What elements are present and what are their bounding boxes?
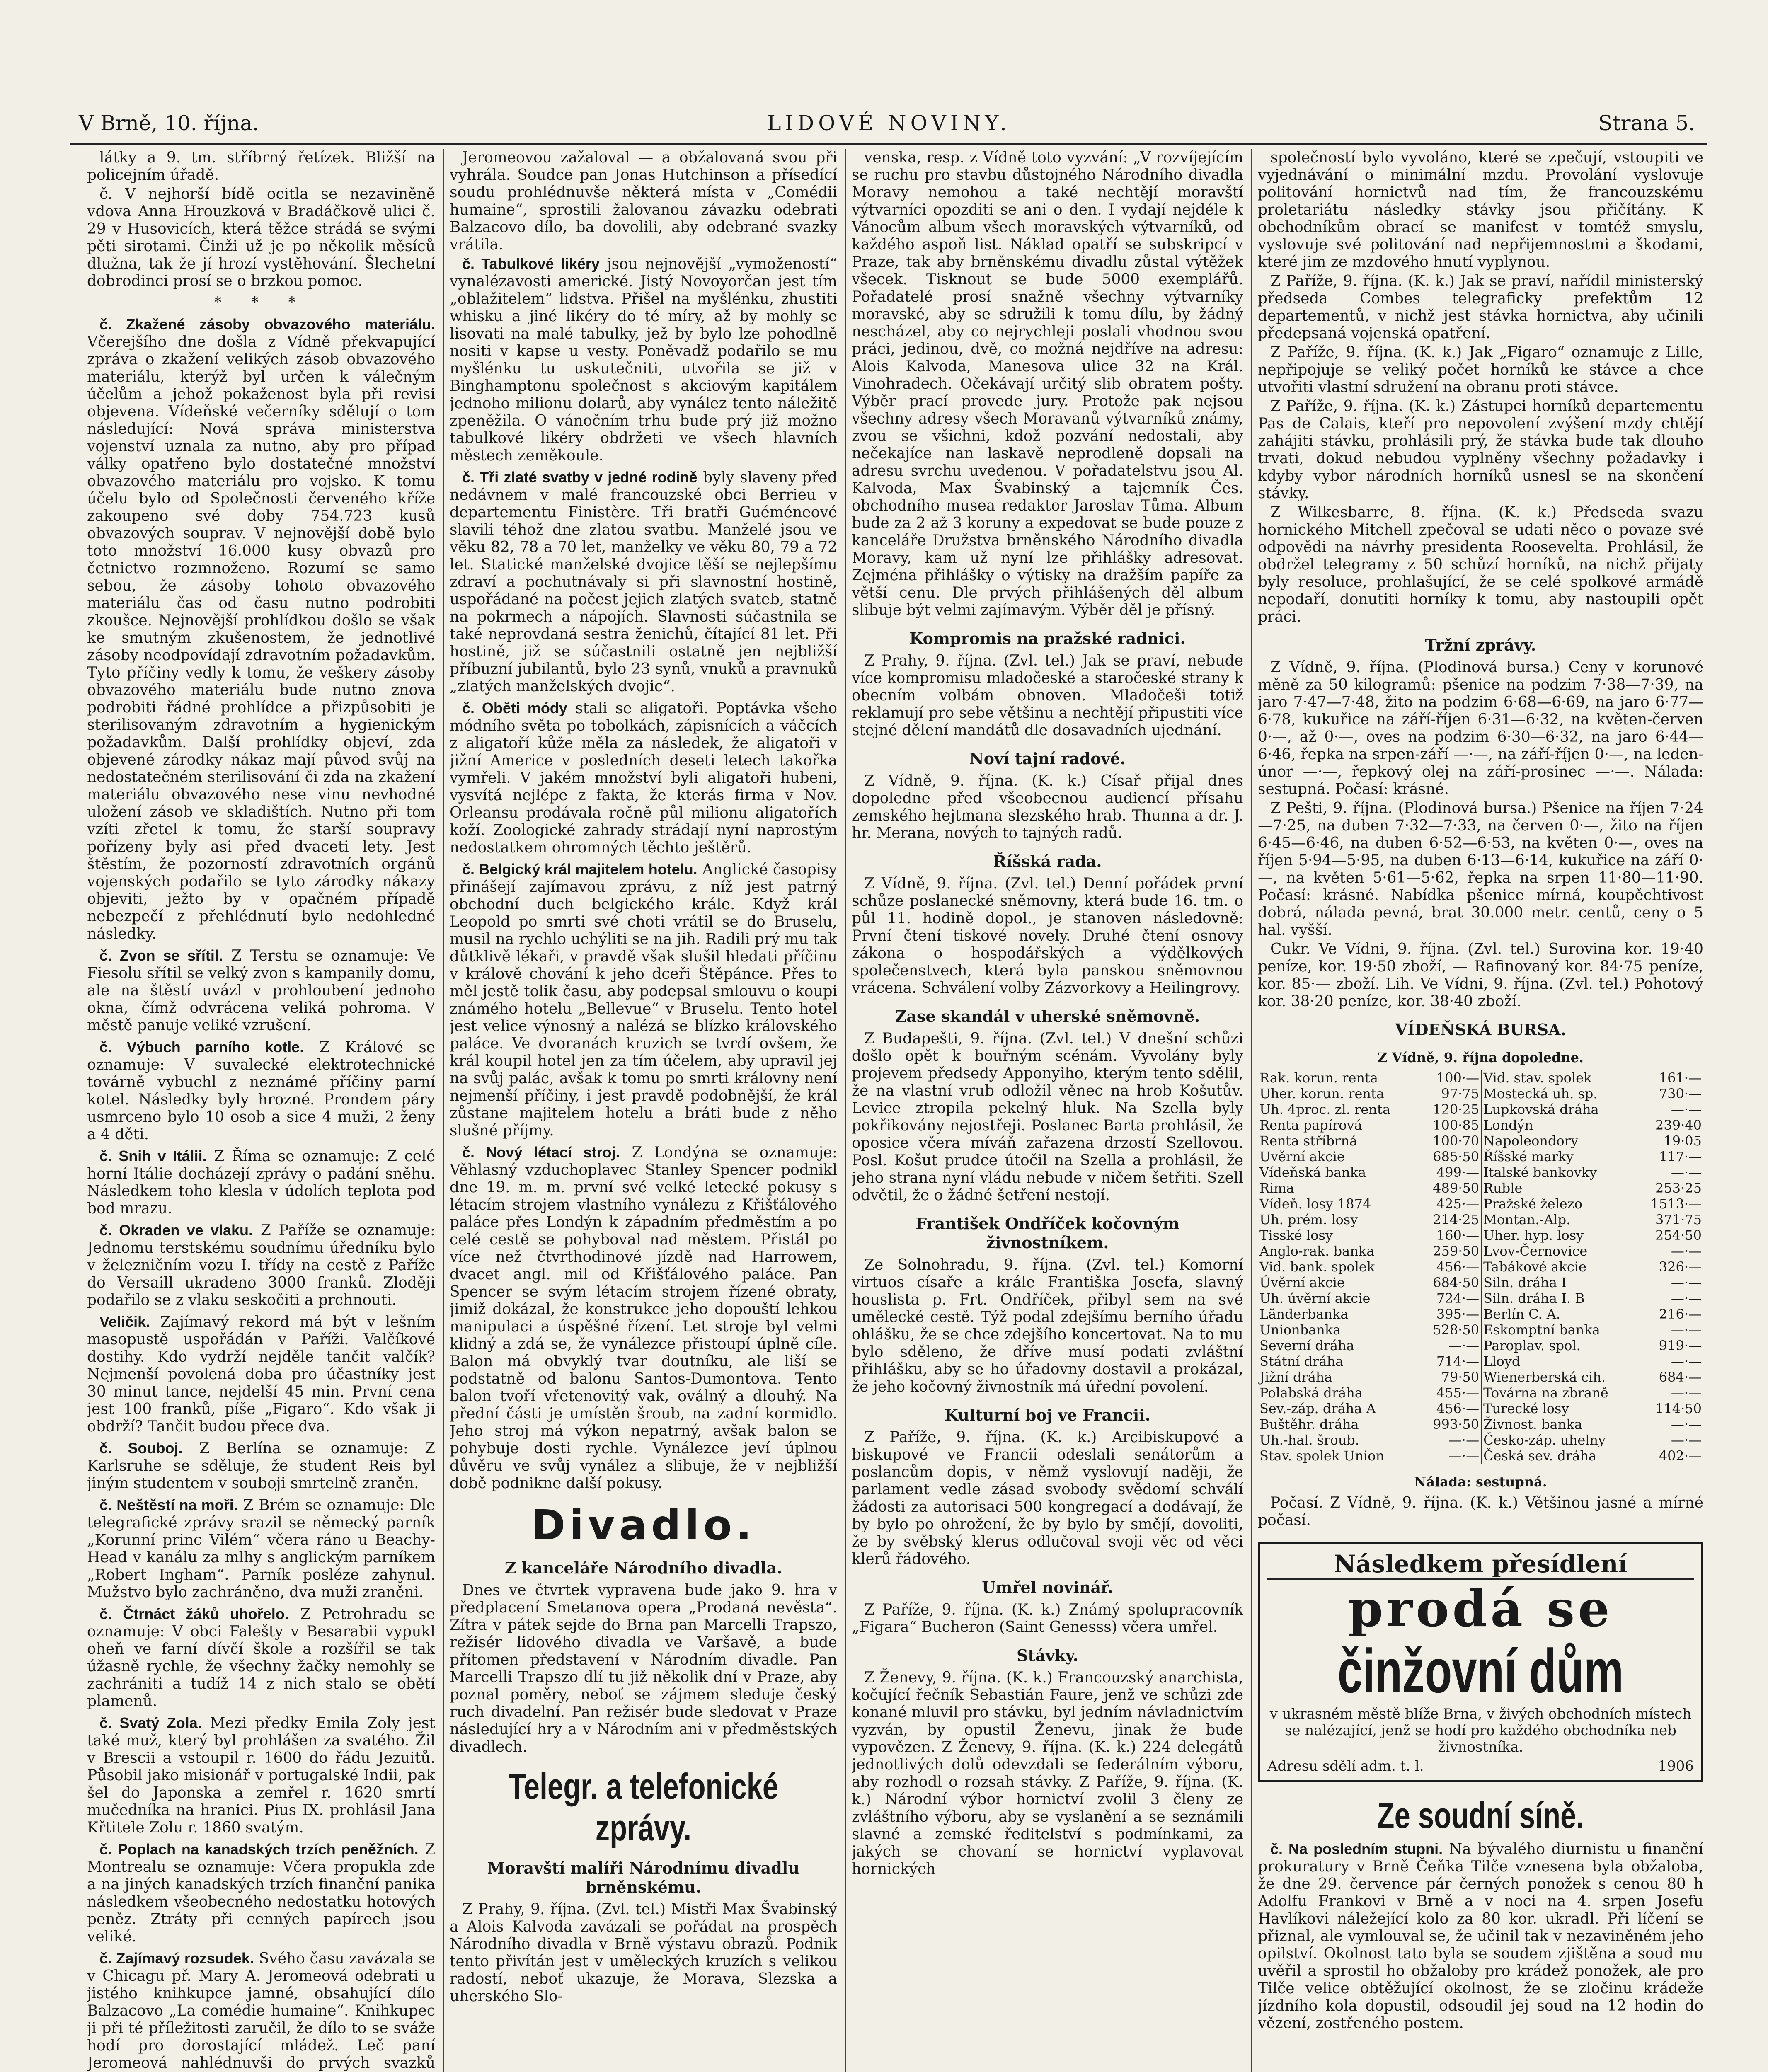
table-cell: Napoleondory xyxy=(1481,1133,1637,1149)
table-cell: Česko-záp. uhelny xyxy=(1481,1432,1637,1448)
table-cell: 402·— xyxy=(1659,1448,1702,1464)
table-row xyxy=(1258,1070,1703,1086)
paragraph: látky a 9. tm. stříbrný řetízek. Bližší na policejním úřadě. xyxy=(87,149,435,184)
column-4 xyxy=(1258,149,1703,2072)
ad-address: Adresu sdělí adm. t. l. xyxy=(1267,1758,1424,1774)
table-cell: Renta papírová xyxy=(1259,1117,1362,1133)
article xyxy=(87,1222,435,1309)
section-heading: Umřel novinář. xyxy=(982,1578,1113,1597)
paragraph: Z Paříže, 9. října. (K. k.) Arcibiskupové a biskupové ve Francii odeslali senátorům a poslancům dopis, v němž vyslovují naději, že parlament vedle zásad svobody svědomí schválí žádosti za autorisaci 500 kongregací a dodávají, že by bylo po ohrožení, že by bylo by smějí, dovoliti, že by svěbský klerus odlučoval svoji věc od věci klerů řádového. xyxy=(852,1429,1243,1568)
table-cell: Buštěhr. dráha xyxy=(1259,1416,1359,1432)
paragraph: Z Vídně, 9. října. (Zvl. tel.) Denní pořádek první schůze poslanecké sněmovny, která bude 16. tm. o půl 11. hodině dopol., je stanoven následovně: První čtení tiskové novely. Druhé čtení osnovy zákona o hospodářských a výdělkových společenstvech, která byla panskou sněmovnou vrácena. Schválení volby Zázvorkovy a Heilingrovy. xyxy=(852,875,1243,997)
table-cell: 455·— xyxy=(1436,1385,1480,1401)
column-divider xyxy=(1251,149,1252,2072)
table-row xyxy=(1258,1385,1703,1401)
table-row xyxy=(1258,1275,1703,1290)
article-text: Mezi předky Emila Zoly jest také muž, který byl prohlášen za svatého. Žil v Brescii a vstoupil r. 1600 do řádu Jezuitů. Působil jako misionář v portugalské Indii, pak šel do Japonska a zemřel r. 1620 smrtí mučedníka na hranici. Pius IX. prohlásil Jana Křtitele Zolu r. 1860 svatým. xyxy=(87,1715,435,1836)
article-text: Z Paříže se oznamuje: Jednomu terstskému soudnímu úředníku bylo v železničním vozu I. třídy na cestě z Paříže do Versaill ukradeno 3000 franků. Zloději podařilo se z vlaku seskočiti a prchnouti. xyxy=(87,1222,435,1309)
article-list xyxy=(87,316,435,2072)
table-cell: Pražské železo xyxy=(1481,1196,1637,1212)
article-title: č. Neštěstí na moři. xyxy=(99,1496,238,1513)
table-cell: 114·50 xyxy=(1655,1401,1702,1416)
table-cell: 395·— xyxy=(1436,1306,1480,1322)
weather-report: Počasí. Z Vídně, 9. října. (K. k.) Většinou jasné a mírné počasí. xyxy=(1258,1494,1703,1529)
table-row xyxy=(1258,1149,1703,1164)
paragraph: Z Wilkesbarre, 8. října. (K. k.) Předseda svazu hornického Mitchell zpečoval se udati něco o povaze své odpovědi na návrhy presidenta Roosevelta. Prohlásil, že obdržel telegramy z 50 schůzí horníků, na nichž přijaty byly resoluce, prohlašující, že se celé spolkové armádě nepodaří, donutiti horníky k tomu, aby nastoupili opět práci. xyxy=(1258,504,1703,625)
table-cell: 259·50 xyxy=(1433,1243,1480,1259)
table-row xyxy=(1258,1164,1703,1180)
table-cell: Říšské marky xyxy=(1481,1149,1637,1164)
column-1 xyxy=(87,149,435,2072)
table-cell: Vid. bank. spolek xyxy=(1259,1259,1375,1275)
table-row xyxy=(1258,1133,1703,1149)
article-title: č. Snih v Itálii. xyxy=(99,1147,207,1164)
table-cell: 499·— xyxy=(1436,1164,1480,1180)
table-cell: 1513·— xyxy=(1650,1196,1702,1212)
article xyxy=(450,469,837,695)
table-cell: —·— xyxy=(1448,1432,1480,1448)
section-heading-divadlo: Divadlo. xyxy=(531,1501,756,1549)
article-title: č. Zkažené zásoby obvazového materiálu. xyxy=(99,316,435,333)
table-cell: Eskomptní banka xyxy=(1481,1322,1637,1338)
article-title: č. Tři zlaté svatby v jedné rodině xyxy=(462,469,698,486)
table-row xyxy=(1258,1338,1703,1353)
article-text: Z Montrealu se oznamuje: Včera propukla zde a na jiných kanadských trzích finanční panika následkem všeobecného nedostatku hotových peněz. Ztráty při cenných papírech jsou veliké. xyxy=(87,1841,435,1945)
table-row xyxy=(1258,1306,1703,1322)
section-list xyxy=(852,629,1243,1878)
table-cell: Italské bankovky xyxy=(1481,1164,1637,1180)
article-title: č. Souboj. xyxy=(99,1440,183,1457)
table-cell: 161·— xyxy=(1659,1070,1702,1086)
column-divider xyxy=(443,149,444,2072)
article xyxy=(87,1313,435,1435)
article-title: č. Čtrnáct žáků uhořelo. xyxy=(99,1605,289,1622)
article-text: Z Králové se oznamuje: V suvalecké elektrotechnické továrně vybuchl z neznámé příčiny parní kotel. Následky byly hrozné. Prondem páry usmrceno bylo 10 osob a sice 4 muži, 2 ženy a 4 děti. xyxy=(87,1039,435,1143)
table-cell: 919·— xyxy=(1659,1338,1702,1353)
article-text: Z Berlína se oznamuje: Z Karlsruhe se sděluje, že student Reis byl jiným studentem v souboji smrtelně zraněn. xyxy=(87,1440,435,1492)
table-cell: 528·50 xyxy=(1433,1322,1480,1338)
table-row xyxy=(1258,1369,1703,1385)
article xyxy=(87,316,435,943)
header-rule xyxy=(70,143,1707,145)
table-cell: Polabská dráha xyxy=(1259,1385,1363,1401)
ad-number: 1906 xyxy=(1658,1758,1694,1774)
table-cell: 684·50 xyxy=(1433,1275,1480,1290)
article xyxy=(87,1950,435,2072)
article xyxy=(87,947,435,1034)
ad-line-4: v ukrasném městě blíže Brna, v živých obchodních místech se nalézající, jenž se hodí pro každého obchodníka neb živnostníka. xyxy=(1269,1706,1692,1755)
table-cell: Mostecká uh. sp. xyxy=(1481,1086,1637,1101)
article xyxy=(87,1038,435,1143)
table-cell: Vídeň. losy 1874 xyxy=(1259,1196,1371,1212)
table-cell: Ruble xyxy=(1481,1180,1637,1196)
table-cell: Lupkovská dráha xyxy=(1481,1101,1637,1117)
table-cell: —·— xyxy=(1671,1290,1702,1306)
table-cell: 456·— xyxy=(1436,1401,1480,1416)
article xyxy=(1258,1840,1703,2032)
article-text: Z Petrohradu se oznamuje: V obci Falešty v Besarabii vypukl oheň ve farní dívčí škole a rozšířil se tak úžasně rychle, že všechny žačky nemohly se zachrániti a tudíž 14 z nich stalo se obětí plamenů. xyxy=(87,1606,435,1710)
page-number: Strana 5. xyxy=(1598,111,1695,135)
paragraph: Z Vídně, 9. října. (Plodinová bursa.) Ceny v korunové měně za 50 kilogramů: pšenice na podzim 7·38—7·39, na jaro 7·47—7·48, žito na podzim 6·68—6·69, na jaro 6·77—6·78, kukuřice na září-říjen 6·31—6·32, na květen-červen 0·—, až 0·—, oves na podzim 6·30—6·32, na jaro 6·44—6·46, řepka na srpen-září —·—, na září-říjen 0·—, na leden-únor —·—, řepkový olej na září-prosinec —·—. Nálada: sestupná. Počasí: krásné. xyxy=(1258,659,1703,798)
table-cell: Siln. dráha I xyxy=(1481,1275,1637,1290)
section-subheading: Moravští malíři Národnímu divadlu brněnskému. xyxy=(487,1859,799,1896)
table-cell: 97·75 xyxy=(1441,1086,1480,1101)
table-cell: Vídeňská banka xyxy=(1259,1164,1366,1180)
table-cell: Továrna na zbraně xyxy=(1481,1385,1637,1401)
separator-stars: * * * xyxy=(214,294,308,311)
table-cell: Lloyd xyxy=(1481,1353,1637,1369)
bursa-subheading: Z Vídně, 9. října dopoledne. xyxy=(1377,1050,1584,1065)
section-heading: Kompromis na pražské radnici. xyxy=(909,629,1186,648)
ad-line-3: činžovní dům xyxy=(1337,1636,1624,1706)
article-text: Na bývalého diurnistu u finanční prokuratury v Brně Čeňka Tilče vznesena byla obžaloba, že dne 29. července pár černých ponožek s cenou 80 h Adolfu Frankovi v Brně a v noci na 4. srpen Josefu Havlíkovi náležející kolo za 80 kor. ukradl. Při líčení se přiznal, ale vymlouval se, že učinil tak v nezaviněném jeho opilství. Okolnost tato byla se soudem zjištěna a soud mu uvěřil a sprostil ho obžaloby pro krádež ponožek, ale pro Tilče velice obtěžující okolnost, že se zločinu krádeže jízdního kola dopustil, odsoudil jej soud na 12 hodin do vězení, zostřeného postem. xyxy=(1258,1841,1703,2032)
table-row xyxy=(1258,1432,1703,1448)
article xyxy=(450,1144,837,1492)
table-cell: Londýn xyxy=(1481,1117,1637,1133)
article-title: Z kanceláře Národního divadla. xyxy=(504,1559,782,1577)
table-cell: Anglo-rak. banka xyxy=(1259,1243,1375,1259)
section-heading-bursa: VÍDEŇSKÁ BURSA. xyxy=(1395,1020,1566,1039)
article-text: Z Říma se oznamuje: Z celé horní Itálie docházejí zprávy o padání sněhu. Následkem toho klesla v údolích teplota pod bod mrazu. xyxy=(87,1148,435,1217)
table-cell: Státní dráha xyxy=(1259,1353,1344,1369)
article-text: Zajímavý rekord má být v lešním masopustě uspořádán v Paříži. Valčíkové dostihy. Kdo vydrží nejděle tančit valčík? Nejmenší povolená doba pro účastníky jest 30 minut tance, nejdelší 45 min. První cena jest 100 franků, píše „Figaro“. Kdo však ji obdrží? Tančit budou přece dva. xyxy=(87,1314,435,1435)
article xyxy=(87,1714,435,1837)
article-title: Veličik. xyxy=(99,1313,150,1330)
article xyxy=(87,1496,435,1601)
article-title: č. Zvon se sřítil. xyxy=(99,947,223,964)
table-cell: Vid. stav. spolek xyxy=(1481,1070,1637,1086)
table-cell: 160·— xyxy=(1436,1227,1480,1243)
bursa-table xyxy=(1258,1070,1703,1464)
table-cell: Tabákové akcie xyxy=(1481,1259,1637,1275)
table-cell: —·— xyxy=(1671,1243,1702,1259)
article-text: Z Brém se oznamuje: Dle telegrafické zprávy srazil se německý parník „Korunní princ Vilém“ včera ráno u Beachy-Head v kanálu za mlhy s anglickým parníkem „Robert Ingham“. Parník posléze zahynul. Mužstvo bylo zachráněno, dva muži zraněni. xyxy=(87,1497,435,1601)
table-cell: —·— xyxy=(1671,1322,1702,1338)
table-cell: —·— xyxy=(1671,1353,1702,1369)
table-row xyxy=(1258,1101,1703,1117)
article xyxy=(87,1841,435,1946)
table-cell: 684·— xyxy=(1659,1369,1702,1385)
table-cell: Rak. korun. renta xyxy=(1259,1070,1378,1086)
table-cell: Uh. úvěrní akcie xyxy=(1259,1290,1371,1306)
table-row xyxy=(1258,1196,1703,1212)
table-cell: Berlín C. A. xyxy=(1481,1306,1637,1322)
table-cell: Turecké losy xyxy=(1481,1401,1637,1416)
ad-footer xyxy=(1267,1758,1694,1774)
table-cell: Renta stříbrná xyxy=(1259,1133,1358,1149)
paragraph: společností bylo vyvoláno, které se zpečují, vstoupiti ve vyjednávání o minimální mzdu. Provolání vyslovuje politování hornictvů nad tím, že francouzskému proletariátu následky stávky jsou přičítány. K obchodníkům obrací se manifest v tomtéž smyslu, vyslovuje své politování nad nepřijemnostmi a škodami, které jim ze mzdového hnutí vyplynou. xyxy=(1258,149,1703,271)
article xyxy=(450,700,837,857)
article-title: č. Nový létací stroj. xyxy=(462,1144,620,1161)
paragraph: Ze Solnohradu, 9. října. (Zvl. tel.) Komorní virtuos císaře a krále Františka Josefa, slavný houslista p. Frt. Ondříček, přibyl sem na své umělecké cestě. Týž podal zdejšímu berního úřadu ohlášku, že se chce zdejšího koncertovat. Na to mu bylo sděleno, že dříve musí podati zvláštní přihlášku, aby se ho úřadovny dostavil a prokázal, že jeho kočovný živnostník má úřední povolení. xyxy=(852,1256,1243,1395)
article-text: Z Terstu se oznamuje: Ve Fiesolu sřítil se velký zvon s kampanily domu, ale na štěstí uvázl v prohloubení jednoho okna, čímž odvrácena veliká pohroma. V městě panuje veliké vzrušení. xyxy=(87,947,435,1034)
article-title: č. Svatý Zola. xyxy=(99,1714,202,1731)
table-cell: 239·40 xyxy=(1655,1117,1702,1133)
table-cell: Siln. dráha I. B xyxy=(1481,1290,1637,1306)
article-title: č. Tabulkové likéry xyxy=(462,255,600,272)
table-cell: 100·85 xyxy=(1433,1117,1480,1133)
paragraph: č. V nejhorší bídě ocitla se nezaviněně vdova Anna Hrouzková v Bradáčkově ulici č. 29 v Husovicích, která těžce strádá se svými pěti sirotami. Činži už je po několik měsíců dlužna, tak že jí hrozí vystěhování. Šlechetní dobrodinci prosí se o brzkou pomoc. xyxy=(87,186,435,290)
table-cell: —·— xyxy=(1671,1432,1702,1448)
table-cell: Montan.-Alp. xyxy=(1481,1212,1637,1227)
article-text: byly slaveny před nedávnem v malé francouzské obci Berrieu v departementu Finistère. Tři bratři Guéméneové slavili téhož dne zlatou svatbu. Manželé jsou ve věku 82, 78 a 70 let, manželky ve věku 80, 79 a 72 let. Statické manželské dvojice těší se nejlepšímu zdraví a pochutnávaly si při slavnostní hostině, uspořádané na počest jejich zlatých svateb, statně na pokrmech a nápojích. Slavnosti súčastnila se také neprovdaná sestra ženichů, čítající 81 let. Při hostině, již se súčastnili ostatně jen nejbližší příbuzní jubilantů, bylo 23 synů, vnuků a pravnuků „zlatých manželských dvojic“. xyxy=(450,469,837,695)
table-cell: Uh. prém. losy xyxy=(1259,1212,1358,1227)
table-cell: 100·— xyxy=(1436,1070,1480,1086)
table-row xyxy=(1258,1401,1703,1416)
table-cell: 724·— xyxy=(1436,1290,1480,1306)
table-cell: Rima xyxy=(1259,1180,1294,1196)
table-row xyxy=(1258,1353,1703,1369)
table-row xyxy=(1258,1448,1703,1464)
table-cell: 253·25 xyxy=(1655,1180,1702,1196)
table-cell: —·— xyxy=(1671,1164,1702,1180)
table-cell: Česká sev. dráha xyxy=(1481,1448,1637,1464)
article-text: Svého času zavázala se v Chicagu př. Mary A. Jeromeová odebrati u jistého knihkupce jamné, obsahující dílo Balzacovo „La comédie humaine“. Knihkupec ji při té příležitosti zaručil, že dílo to se sváže hodí pro dorostající mládež. Leč paní Jeromeová nahlédnuvši do prvých svazků xyxy=(87,1950,435,2072)
paragraph: Z Prahy, 9. října. (Zvl. tel.) Jak se praví, nebude více kompromisu mladočeské a staročeské strany k obecním volbám obnoven. Mladočeši totiž reklamují pro sebe většinu a nechtějí připustiti více stejné dělení mandátů dle dosavadních ujednání. xyxy=(852,652,1243,739)
section-heading: Zase skandál v uherské sněmovně. xyxy=(895,1007,1200,1026)
paragraph: Dnes ve čtvrtek vypravena bude jako 9. hra v předplacení Smetanova opera „Prodaná nevěsta“. Zítra v pátek sejde do Brna pan Marcelli Trapszo, režisér lidového divadla ve Varšavě, a bude přítomen představení v Národním divadle. Pan Marcelli Trapszo dlí tu již několik dní v Praze, aby poznal poměry, neboť se zájmem sleduje český ruch divadelní. Pan režisér bude sledovat v Praze následující hry a v Národním ani v předměstských divadlech. xyxy=(450,1582,837,1755)
article xyxy=(87,1605,435,1710)
table-cell: 214·25 xyxy=(1433,1212,1480,1227)
column-3 xyxy=(852,149,1243,2072)
table-cell: Uh. 4proc. zl. renta xyxy=(1259,1101,1390,1117)
table-row xyxy=(1258,1259,1703,1275)
paragraph: Z Paříže, 9. října. (K. k.) Jak „Figaro“ oznamuje z Lille, nepřipojuje se veliký počet horníků ke stávce a chce utvořiti vlastní sdružení na obranu proti stávce. xyxy=(1258,344,1703,396)
table-cell: 425·— xyxy=(1436,1196,1480,1212)
table-cell: —·— xyxy=(1671,1385,1702,1401)
table-cell: Živnost. banka xyxy=(1481,1416,1637,1432)
article-title: č. Na posledním stupni. xyxy=(1270,1840,1443,1857)
paragraph: Z Paříže, 9. října. (K. k.) Jak se praví, nařídil ministerský předseda Combes telegraficky prefektům 12 departementů, v nichž jest stávka hornictva, aby učinili předepsaná vojenská opatření. xyxy=(1258,273,1703,342)
table-cell: 216·— xyxy=(1659,1306,1702,1322)
article-text: stali se aligatoři. Poptávka všeho módního světa po tobolkách, zápisnících a váčcích z aligatoří kůže měla za následek, že aligatoři v jižní Americe v posledních deseti letech takořka vymřeli. V jakém množství byli aligatoři hubeni, vysvítá nejlépe z fakta, že kterás firma v Nov. Orleansu prodávala ročně půl milionu aligatořích koží. Zoologické zahrady strádají nyní naprostým nedostatkem ohromných těchto ještěrů. xyxy=(450,700,837,856)
ad-line-2: prodá se xyxy=(1348,1580,1613,1638)
advertisement-box xyxy=(1258,1542,1703,1782)
article xyxy=(87,1147,435,1218)
table-row xyxy=(1258,1180,1703,1196)
table-cell: —·— xyxy=(1671,1101,1702,1117)
paragraph: Z Vídně, 9. října. (K. k.) Císař přijal dnes dopoledne před všeobecnou audiencí přísahu zemského hejtmana slezského hrab. Thunna a dr. J. hr. Merana, nových to tajných radů. xyxy=(852,772,1243,842)
bursa-nalada: Nálada: sestupná. xyxy=(1414,1474,1547,1490)
paragraph: Z Paříže, 9. října. (K. k.) Zástupci horníků departementu Pas de Calais, kteří pro nepovolení zvýšení mzdy chtějí zahájiti stávku, prohlásili prý, že stávka bude tak dlouho trvati, dokud nebudou vyplněny všechny požadavky i kdyby vybor národních horníků usnesl se na skončení stávky. xyxy=(1258,398,1703,502)
paragraph: Z Prahy, 9. října. (Zvl. tel.) Mistři Max Švabinský a Alois Kalvoda zavázali se pořádat na prospěch Národního divadla v Brně výstavu obrazů. Podnik tento přivítán jest v uměleckých kruzích s velikou radostí, neboť ukazuje, že Morava, Slezska a uherského Slo- xyxy=(450,1901,837,2005)
table-row xyxy=(1258,1416,1703,1432)
table-cell: Unionbanka xyxy=(1259,1322,1341,1338)
table-row xyxy=(1258,1212,1703,1227)
table-row xyxy=(1258,1227,1703,1243)
table-cell: Uher. hyp. losy xyxy=(1481,1227,1637,1243)
table-cell: —·— xyxy=(1448,1448,1480,1464)
article-title: č. Okraden ve vlaku. xyxy=(99,1222,253,1239)
table-row xyxy=(1258,1322,1703,1338)
table-cell: 489·50 xyxy=(1433,1180,1480,1196)
table-row xyxy=(1258,1290,1703,1306)
table-cell: Länderbanka xyxy=(1259,1306,1349,1322)
masthead-title: LIDOVÉ NOVINY. xyxy=(767,111,1011,135)
table-cell: —·— xyxy=(1671,1275,1702,1290)
table-cell: Uvěrní akcie xyxy=(1259,1149,1345,1164)
article-list xyxy=(450,255,837,1492)
table-cell: Uh.-hal. šroub. xyxy=(1259,1432,1360,1448)
ad-line-1: Následkem přesídlení xyxy=(1267,1549,1694,1580)
article-title: č. Poplach na kanadských trzích peněžních. xyxy=(99,1841,419,1858)
table-cell: Jižní dráha xyxy=(1259,1369,1332,1385)
table-cell: 254·50 xyxy=(1655,1227,1702,1243)
section-heading: František Ondříček kočovným živnostníkem. xyxy=(915,1214,1179,1252)
article-text: Anglické časopisy přinášejí zajímavou zprávu, z níž jest patrný obchodní duch belgického krále. Když král Leopold po smrti své choti vrátil se do Bruselu, musil na rychlo uchýliti se na jih. Radili prý mu tak důtklivě lékaři, v pravdě však slušil hledati příčinu v králově chování k jeho dceři Štěpánce. Přes to měl jestě tolik času, aby podepsal smlouvu o koupi známého hotelu „Bellevue“ v Bruselu. Tento hotel jest velice výnosný a nalézá se blízko královského paláce. Ve dvoranách kruzich se tvrdí ovšem, že král koupil hotel jen za tím účelem, aby upravil jej na svůj palác, avšak k tomu po smrti královny není nejmenší příčiny, i jest pravdě podobnější, že král zůstane majitelem hotelu a bráti bude z něho slušné příjmy. xyxy=(450,861,837,1139)
table-cell: 19·05 xyxy=(1664,1133,1702,1149)
table-row xyxy=(1258,1086,1703,1101)
article-title: č. Výbuch parního kotle. xyxy=(99,1038,304,1055)
table-cell: Úvěrní akcie xyxy=(1259,1275,1345,1290)
section-heading: Říšská rada. xyxy=(993,852,1102,871)
table-cell: 79·50 xyxy=(1441,1369,1480,1385)
article-text: jsou nejnovější „vymožeností“ vynalézavosti americké. Jistý Novoyorčan jest tím „oblažitelem“ lidstva. Přišel na myšlénku, zhustiti whisku a jiné likéry do té míry, až by mohly se lisovati na malé tabulky, jež by bylo lze pohodlně nositi v kapse u vesty. Poněvadž podařilo se mu myšlénku tu uskutečniti, utvořila se již v Binghamptonu společnost s akciovým kapitálem jednoho milionu dolarů, aby vynález tento náležitě zpeněžila. O vánočním trhu bude prý již možno tabulkové likéry obdržeti ve všech hlavních městech zeměkoule. xyxy=(450,256,837,464)
table-cell: 326·— xyxy=(1659,1259,1702,1275)
page-header xyxy=(70,109,1707,142)
article xyxy=(450,255,837,465)
table-cell: Lvov-Černovice xyxy=(1481,1243,1637,1259)
table-cell: 371·75 xyxy=(1655,1212,1702,1227)
table-cell: Sev.-záp. dráha A xyxy=(1259,1401,1376,1416)
article-text: Včerejšího dne došla z Vídně překvapující zpráva o zkažení velikých zásob obvazového materiálu, kterýž byl určen k válečným účelům a jehož pokaženost byla při revisi objevena. Vídeňské večerníky sdělují o tom následující: Nová správa ministerstva vojenství uznala za nutno, aby pro případ války opatřeno bylo dostatečné množství obvazového materiálu pro vojsko. K tomu účelu bylo od Společnosti červeného kříže zakoupeno své doby 754.723 kusů obvazových souprav. V nejnovější době bylo toto množství 16.000 kusy obvazů pro četnictvo rozmnoženo. Rozumí se samo sebou, že zásoby tohoto obvazového materiálu čas od času nutno podrobiti zkoušce. Nejnovější prohlídkou došlo se však ke smutným zkušenostem, že jednotlivé zásoby neodpovídají zdravotním požadavkům. Tyto příčiny vedly k tomu, že veškery zásoby obvazového materiálu bude nutno znova podrobiti řádné prohlídce a přizpůsobiti je sterilisovaným zdravotním a hygienickým požadavkům. Další prohlídky objeví, zda objevené zárodky nákaz mají původ svůj na nedostatečném sterilisování či zda na zkažení materiálu obvazového nese vinu nevhodné uložení zásob ve skladištích. Nutno při tom vzíti zřetel k tomu, že starší soupravy pořízeny byly asi před dvaceti lety. Jest štěstím, že pozorností zdravotních orgánů vojenských podařilo se tyto zárodky nákazy objeviti, ježto by v opačném případě nebezpečí z přehlédnutí bylo nedohledné následky. xyxy=(87,334,435,942)
table-cell: —·— xyxy=(1448,1338,1480,1353)
table-cell: —·— xyxy=(1671,1416,1702,1432)
table-cell: 456·— xyxy=(1436,1259,1480,1275)
table-cell: Stav. spolek Union xyxy=(1259,1448,1385,1464)
section-heading: Noví tajní radové. xyxy=(969,749,1126,768)
table-row xyxy=(1258,1117,1703,1133)
section-heading-telegr: Telegr. a telefonické zprávy. xyxy=(508,1766,779,1848)
paragraph: Z Ženevy, 9. října. (K. k.) Francouzský anarchista, kočující řečník Sebastián Faure, jenž ve schůzi zde konané mluvil pro stávku, byl jedním návladnictvím vyzván, by opustil Ženevu, jinak že bude vypovězen. Z Ženevy, 9. října. (K. k.) 224 delegátů jednotlivých dolů odevzdali se federálním výboru, aby rozhodl o rozsah stávky. Z Paříže, 9. října. (K. k.) Národní výbor hornictví zvolil 3 členy ze zvláštního výboru, aby se vyslanění a se seznámili slavné a zemské ředitelství s podmínkami, za jakých se chovaní se hornictví vyplavovat hornických xyxy=(852,1669,1243,1878)
article xyxy=(450,861,837,1140)
paragraph: Cukr. Ve Vídni, 9. října. (Zvl. tel.) Surovina kor. 19·40 peníze, kor. 19·50 zboží, — Rafinovaný kor. 84·75 peníze, kor. 85·— zboží. Lih. Ve Vídni, 9. října. (Zvl. tel.) Pohotový kor. 38·20 peníze, kor. 38·40 zboží. xyxy=(1258,941,1703,1010)
table-cell: 730·— xyxy=(1659,1086,1702,1101)
paragraph: Z Budapešti, 9. října. (Zvl. tel.) V dnešní schůzi došlo opět k bouřným scénám. Vyvolány byly projevem předsedy Apponyiho, kterým tento sdělil, že na vlastní vrub odložil věnec na hrob Košutův. Levice ztropila pekelný hluk. Na Szella byly pokřikovány nejostřeji. Poslanec Barta prohlásil, že oposice včera míváň zařazena drzostí Szellovou. Posl. Košut prudce útočil na Szella a prohlásil, že jeho strana nyní vládu nebude v ničem šetřiti. Szell odvětil, že o žádné šetření nestojí. xyxy=(852,1030,1243,1204)
header-date: V Brně, 10. října. xyxy=(79,111,259,135)
section-heading: Kulturní boj ve Francii. xyxy=(945,1406,1150,1424)
article-title: č. Oběti módy xyxy=(462,700,567,716)
column-2 xyxy=(450,149,837,2072)
table-cell: Wienerberská cih. xyxy=(1481,1369,1637,1385)
section-heading-soudni: Ze soudní síně. xyxy=(1377,1795,1584,1836)
article xyxy=(87,1440,435,1492)
article-title: č. Zajímavý rozsudek. xyxy=(99,1950,254,1967)
section-heading: Stávky. xyxy=(1017,1646,1078,1665)
table-cell: Tisské losy xyxy=(1259,1227,1333,1243)
article-title: č. Belgický král majitelem hotelu. xyxy=(462,861,698,878)
paragraph: Z Paříže, 9. října. (K. k.) Známý spolupracovník „Figara“ Bucheron (Saint Genesss) včera umřel. xyxy=(852,1601,1243,1636)
table-cell: 685·50 xyxy=(1433,1149,1480,1164)
table-cell: 120·25 xyxy=(1433,1101,1480,1117)
table-cell: Paroplav. spol. xyxy=(1481,1338,1637,1353)
table-cell: Uher. korun. renta xyxy=(1259,1086,1384,1101)
table-cell: 714·— xyxy=(1436,1353,1480,1369)
column-divider xyxy=(845,149,846,2072)
section-heading-trzni: Tržní zprávy. xyxy=(1425,636,1536,654)
article-text: Z Londýna se oznamuje: Věhlasný vzduchoplavec Stanley Spencer podnikl dne 19. m. m. první své velké letecké pokusy s létacím strojem vlastního vynálezu z Křišťálového paláce přes Londýn k západním předměstím a po celé cestě se pohyboval nad městem. Přistál po více než čtvrthodinové jízdě nad Harrowem, dvacet angl. mil od Křišťálového paláce. Pan Spencer se svým létacím strojem řízené obraty, jimiž dokázal, že konstrukce jeho dopouští lehkou manipulaci a úspěšné řízení. Let stroje byl velmi klidný a zdá se, že vynálezce přistoupí úplně cíle. Balon má obvyklý tvar doutníku, ale liší se podstatně od balonu Santos-Dumontova. Tento balon tvoří vřetenovitý vak, oválný a dlouhý. Na přední části je umístěn šroub, na zadní kormidlo. Jeho stroj má výkon nepatrný, avšak balon se pohybuje dosti rychle. Vynálezce jeví úplnou důvěru ve svůj vynález a slibuje, že v nejbližší době podnikne další pokusy. xyxy=(450,1144,837,1492)
table-cell: 100·70 xyxy=(1433,1133,1480,1149)
table-cell: 993·50 xyxy=(1433,1416,1480,1432)
paragraph: Z Pešti, 9. října. (Plodinová bursa.) Pšenice na říjen 7·24—7·25, na duben 7·32—7·33, na červen 0·—, žito na říjen 6·45—6·46, na duben 6·52—6·53, na květen 0·—, oves na říjen 5·94—5·95, na duben 6·13—6·14, kukuřice na září 0·—, na květen 5·61—5·62, řepka na srpen 11·80—11·90. Počasí: krásné. Nabídka pšenice mírná, koupěchtivost dobrá, nálada pevná, brat 30.000 metr. centů, ceny o 5 hal. vyšší. xyxy=(1258,800,1703,939)
table-cell: Severní dráha xyxy=(1259,1338,1354,1353)
paragraph: Jeromeovou zažaloval — a obžalovaná svou při vyhrála. Soudce pan Jonas Hutchinson a přísedící soudu prohlédnuvše některá místa v „Comédii humaine“, sprostili žalovanou závazku odebrati Balzacovo dílo, ba dovolili, aby odebrané svazky vrátila. xyxy=(450,149,837,253)
table-row xyxy=(1258,1243,1703,1259)
table-cell: 117·— xyxy=(1659,1149,1702,1164)
paragraph: venska, resp. z Vídně toto vyzvání: „V rozvíjejícím se ruchu pro stavbu důstojného Národního divadla Moravy nemohou a také nechtějí moravští výtvarníci opozditi se ani o den. I vydají nejdéle k Vánocům album všech moravských výtvarníků, od každého aspoň list. Náklad opatří se subskripcí v Praze, tak aby brněnskému divadlu zůstal výtěžek všecek. Tisknout se bude 5000 exemplářů. Pořadatelé prosí snažně všechny výtvarníky moravské, aby se sdružili k tomu dílu, by žádný nescházel, aby co nejrychleji poslali vhodnou svou práci, jedinou, dvě, co možná nejdříve na adresu: Alois Kalvoda, Manesova ulice 32 na Král. Vinohradech. Očekávají určitý slib obratem pošty. Výběr prací provede jury. Protože pak nejsou všechny adresy všech Moravanů výtvarníků známy, zvou se všichni, kdož pozvání nedostali, aby nečekajíce nan laskavě neprodleně dopsali na adresu svrchu uvedenou. V pořadatelstvu jsou Al. Kalvoda, Max Švabinský a tajemník Čes. obchodního musea redaktor Jaroslav Tůma. Album bude za 2 až 3 koruny a expedovat se bude pouze z kanceláře Družstva brněnského Národního divadla Moravy, kam už nyní lze přihlášky adresovat. Zejména přihlášky o výtisky na dražším papíře za větší cenu. Dle prvých přihlášených děl album slibuje být velmi zajímavým. Výběr děl je přísný. xyxy=(852,149,1243,619)
